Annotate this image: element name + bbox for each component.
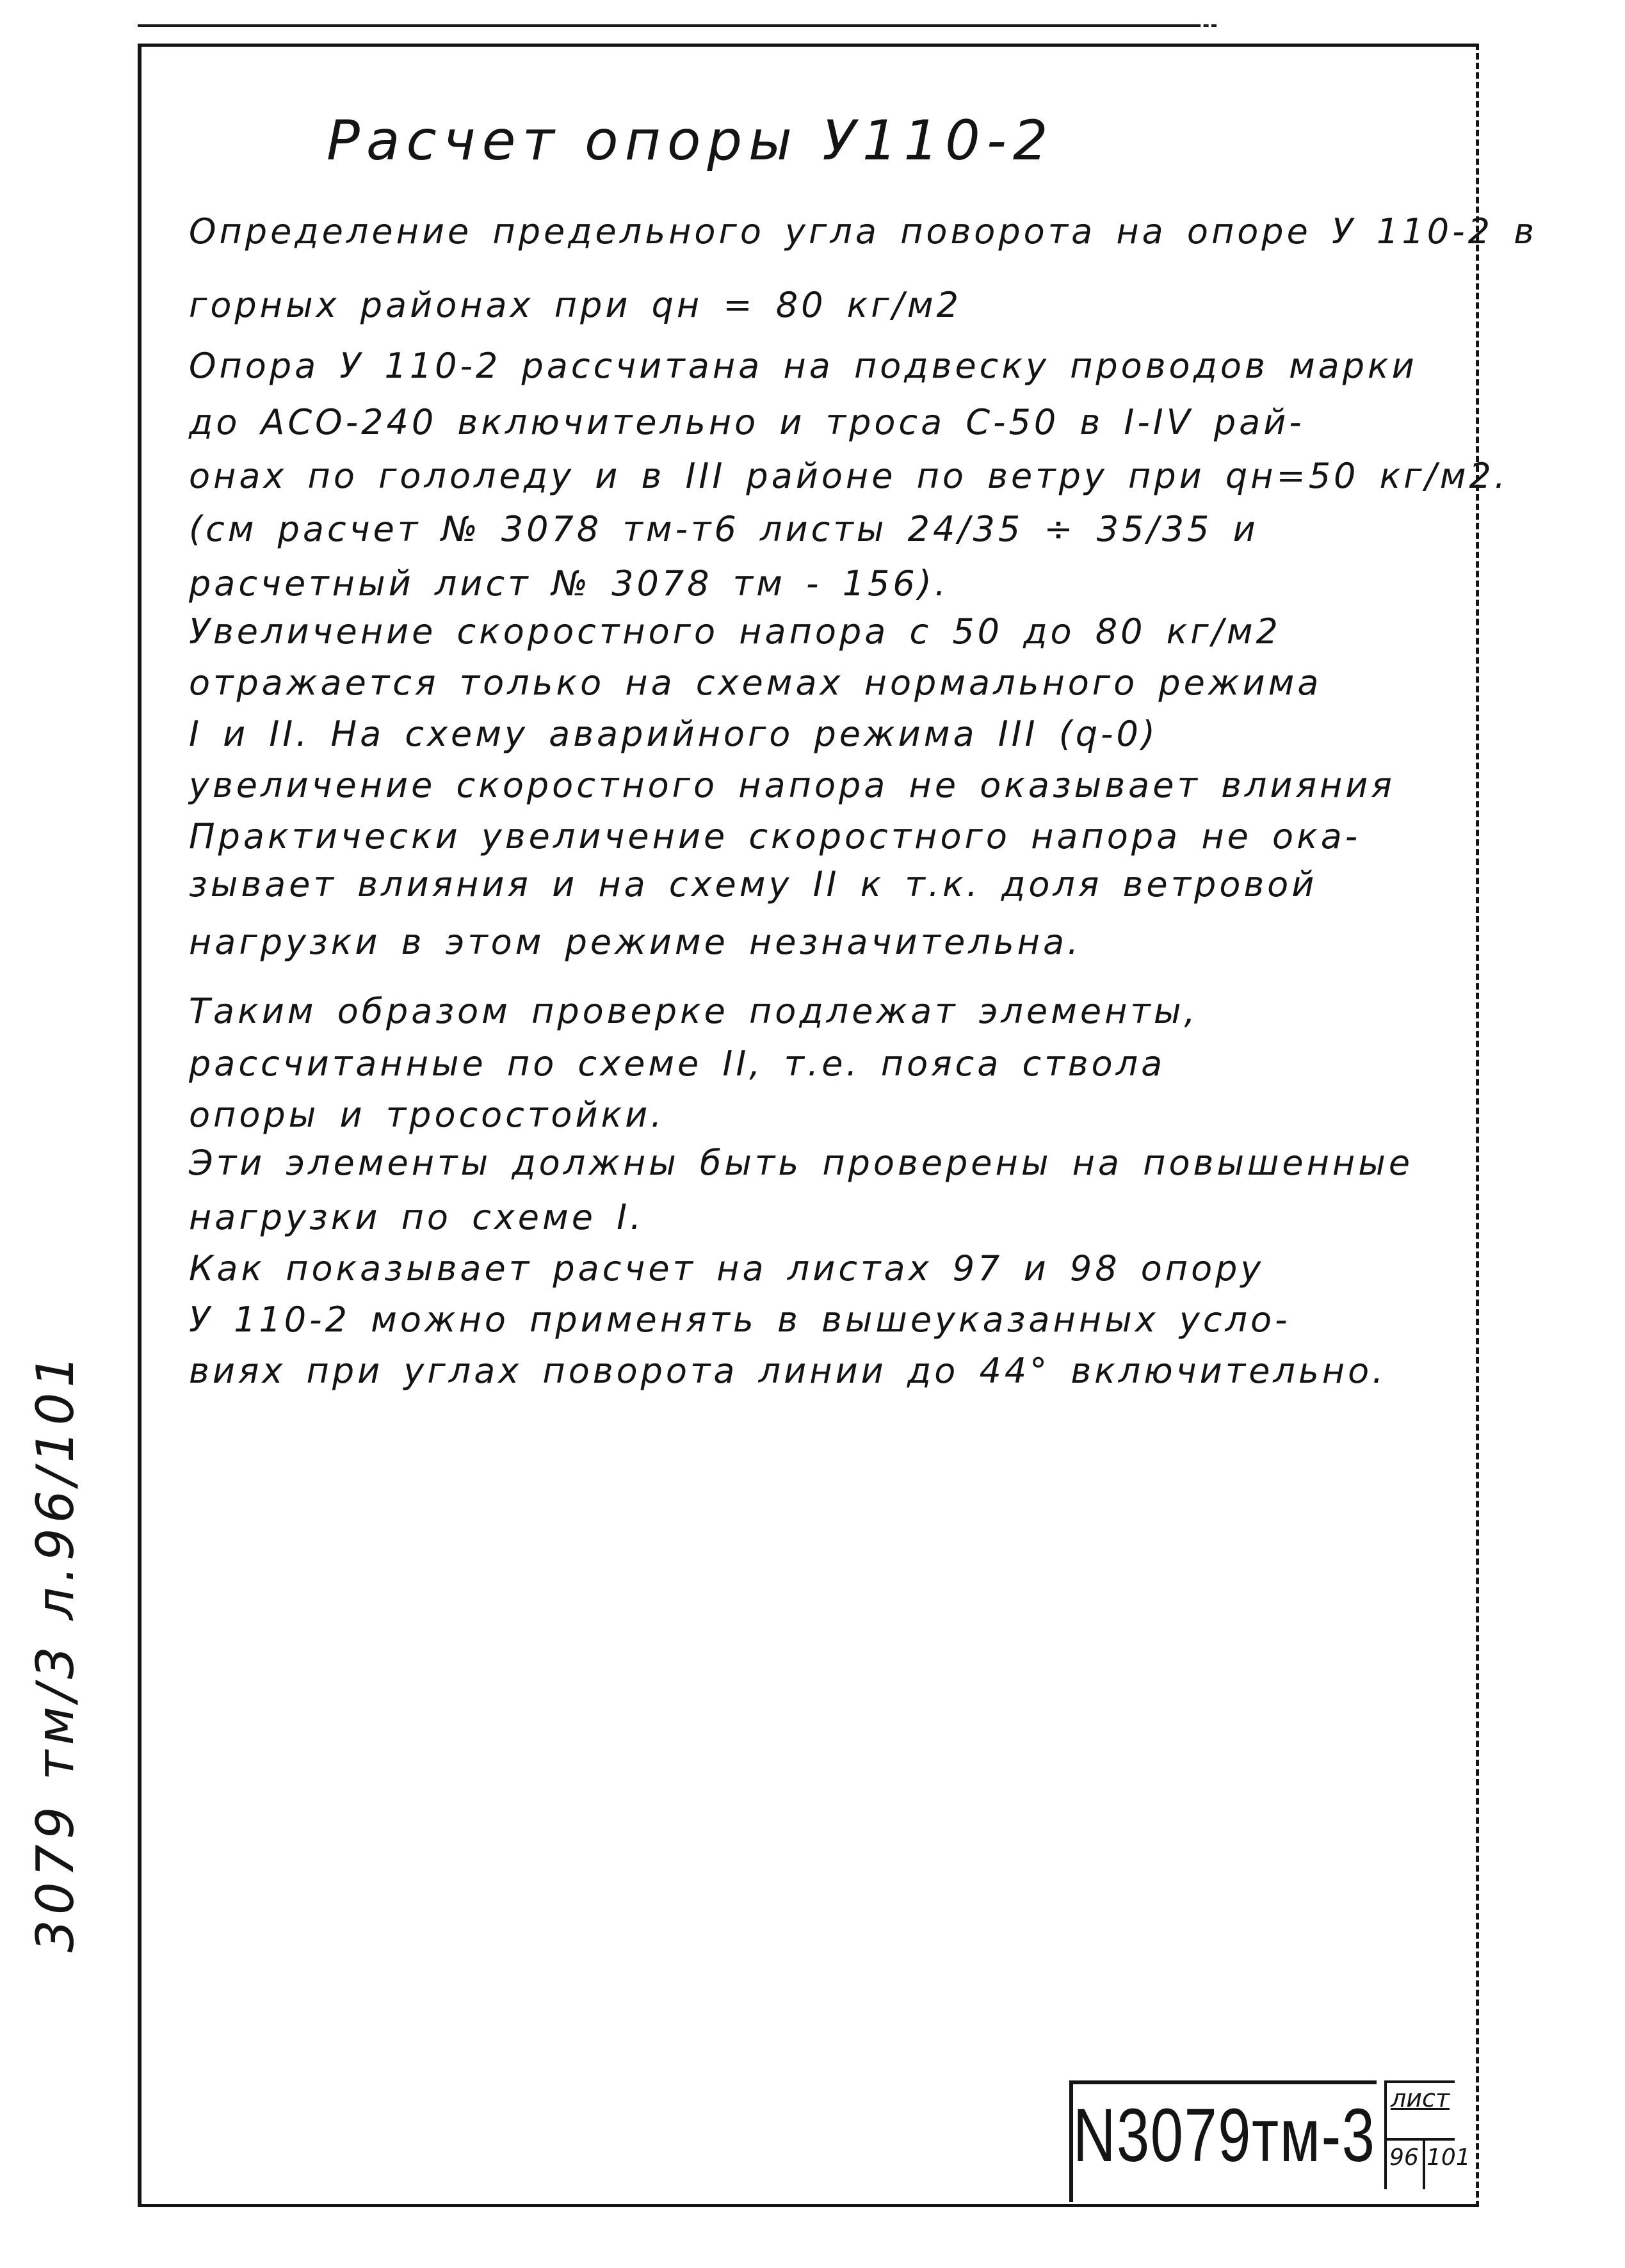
text-line: до АСО-240 включительно и троса С-50 в I-IV рай-	[189, 402, 1305, 442]
text-line: нагрузки по схеме I.	[189, 1197, 645, 1237]
text-line: нагрузки в этом режиме незначительна.	[189, 922, 1082, 962]
text-line: (см расчет № 3078 тм-т6 листы 24/35 ÷ 35/35 и	[189, 509, 1259, 549]
text-line: Таким образом проверке подлежат элементы,	[189, 991, 1199, 1031]
page-title: Расчет опоры У110-2	[327, 109, 1055, 173]
text-line: Опора У 110-2 рассчитана на подвеску проводов марки	[189, 346, 1418, 386]
sheet-label: лист	[1391, 2084, 1450, 2112]
text-line: опоры и тросостойки.	[189, 1095, 665, 1135]
text-line: расчетный лист № 3078 тм - 156).	[189, 563, 949, 604]
text-line: Практически увеличение скоростного напора не ока-	[189, 816, 1361, 857]
title-block-stamp	[1069, 2080, 1471, 2202]
sheet-total: 101	[1427, 2144, 1471, 2171]
document-number: N3079тм-3	[1073, 2093, 1376, 2178]
text-line: отражается только на схемах нормального режима	[189, 663, 1322, 703]
text-line: I и II. На схему аварийного режима III (q-0)	[189, 714, 1158, 754]
text-line: онах по гололеду и в III районе по ветру при qн=50 кг/м2.	[189, 456, 1509, 496]
sheet-number: 96	[1389, 2144, 1419, 2171]
text-line: Как показывает расчет на листах 97 и 98 опору	[189, 1248, 1265, 1289]
sheet-divider	[1384, 2138, 1455, 2141]
side-document-reference: 3079 тм/3 л.96/101	[26, 1349, 85, 1952]
text-line: У 110-2 можно применять в вышеуказанных усло-	[189, 1299, 1291, 1340]
sheet-mid-divider	[1423, 2138, 1425, 2189]
text-line: увеличение скоростного напора не оказывает влияния	[189, 765, 1395, 805]
text-line: горных районах при qн = 80 кг/м2	[189, 285, 962, 325]
text-line: Определение предельного угла поворота на опоре У 110-2 в	[189, 211, 1537, 252]
text-line: рассчитанные по схеме II, т.е. пояса ствола	[189, 1043, 1166, 1084]
text-line: зывает влияния и на схему II к т.к. доля ветровой	[189, 864, 1318, 905]
text-line: Увеличение скоростного напора с 50 до 80 кг/м2	[189, 611, 1281, 652]
top-border-line	[138, 24, 1201, 27]
top-border-dash	[1172, 24, 1217, 27]
text-line: Эти элементы должны быть проверены на повышенные	[189, 1143, 1414, 1183]
text-line: виях при углах поворота линии до 44° включительно.	[189, 1351, 1387, 1391]
